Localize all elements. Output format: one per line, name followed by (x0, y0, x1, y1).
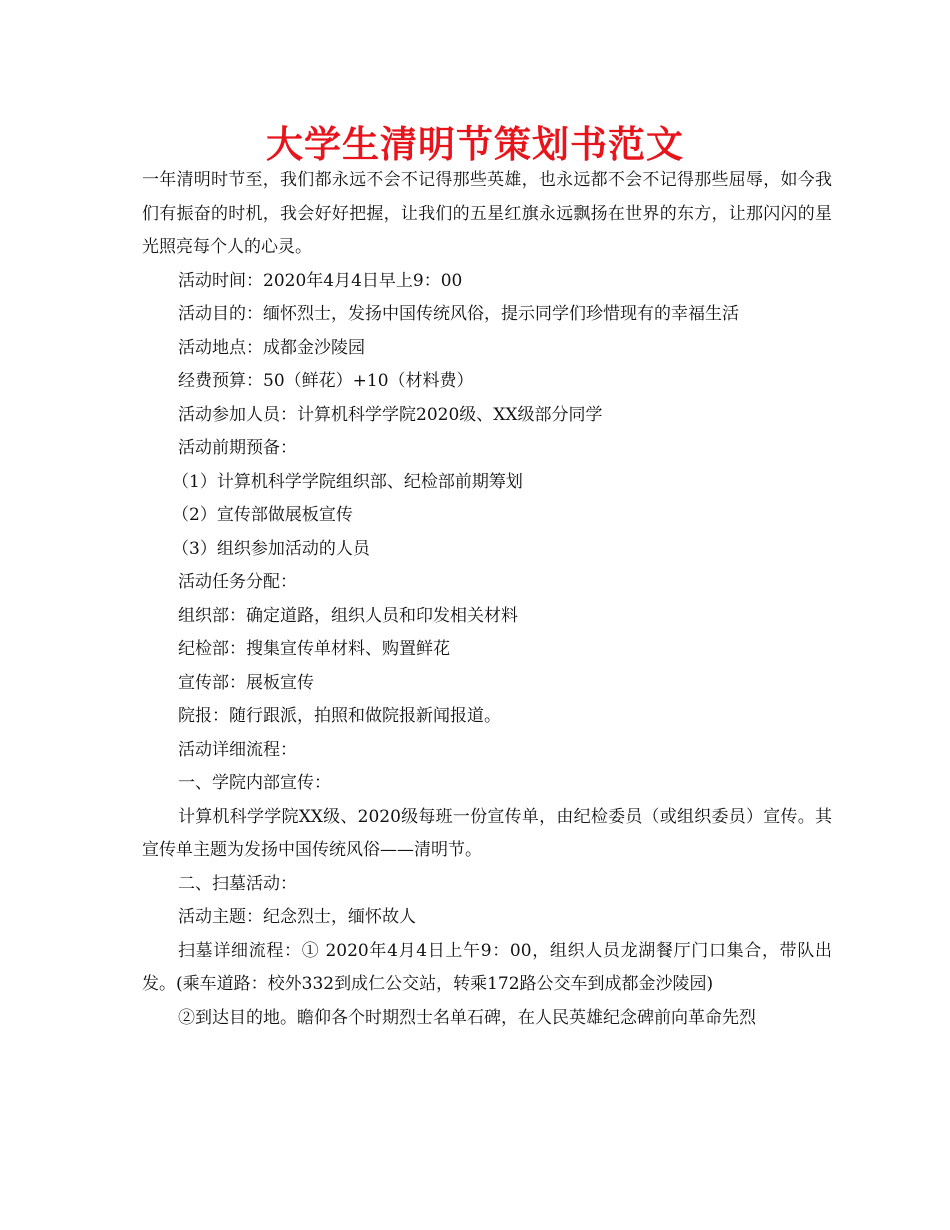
paragraph: 活动地点：成都金沙陵园 (178, 337, 365, 358)
paragraph: 一年清明时节至，我们都永远不会不记得那些英雄，也永远都不会不记得那些屈辱，如今我们有振奋的时机，我会好好把握，让我们的五星红旗永远飘扬在世界的东方，让那闪闪的星光照亮每个人的心灵。 (142, 170, 832, 257)
paragraph: 活动前期预备： (178, 438, 297, 458)
paragraph: 活动参加人员：计算机科学学院2020级、XX级部分同学 (178, 404, 603, 425)
paragraph: ②到达目的地。瞻仰各个时期烈士名单石碑，在人民英雄纪念碑前向革命先烈 (178, 1007, 756, 1028)
document-title: 大学生清明节策划书范文 (266, 123, 684, 166)
paragraph: 活动详细流程： (178, 739, 297, 760)
paragraph: 经费预算：50（鲜花）+10（材料费） (178, 371, 474, 391)
paragraph: （1）计算机科学学院组织部、纪检部前期筹划 (172, 471, 523, 492)
paragraph: 一、学院内部宣传： (178, 773, 331, 793)
paragraph: 组织部：确定道路，组织人员和印发相关材料 (178, 605, 518, 626)
paragraph: 活动时间：2020年4月4日早上9：00 (178, 270, 463, 291)
paragraph: 宣传部：展板宣传 (178, 672, 314, 693)
paragraph: （3）组织参加活动的人员 (172, 538, 370, 559)
paragraph: 院报：随行跟派，拍照和做院报新闻报道。 (178, 706, 501, 726)
paragraph: 二、扫墓活动： (178, 873, 297, 894)
paragraph: 活动任务分配： (178, 572, 297, 592)
paragraph: 活动主题：纪念烈士，缅怀故人 (178, 907, 416, 927)
paragraph: 活动目的：缅怀烈士，发扬中国传统风俗，提示同学们珍惜现有的幸福生活 (178, 304, 739, 324)
paragraph: 扫墓详细流程：① 2020年4月4日上午9：00，组织人员龙湖餐厅门口集合，带队出发。(乘车道路：校外332到成仁公交站，转乘172路公交车到成都金沙陵园) (142, 940, 832, 994)
paragraph: 纪检部：搜集宣传单材料、购置鲜花 (178, 639, 450, 659)
paragraph: （2）宣传部做展板宣传 (172, 505, 353, 525)
paragraph: 计算机科学学院XX级、2020级每班一份宣传单，由纪检委员（或组织委员）宣传。其宣传单主题为发扬中国传统风俗——清明节。 (142, 806, 832, 860)
document-body (142, 164, 832, 1035)
